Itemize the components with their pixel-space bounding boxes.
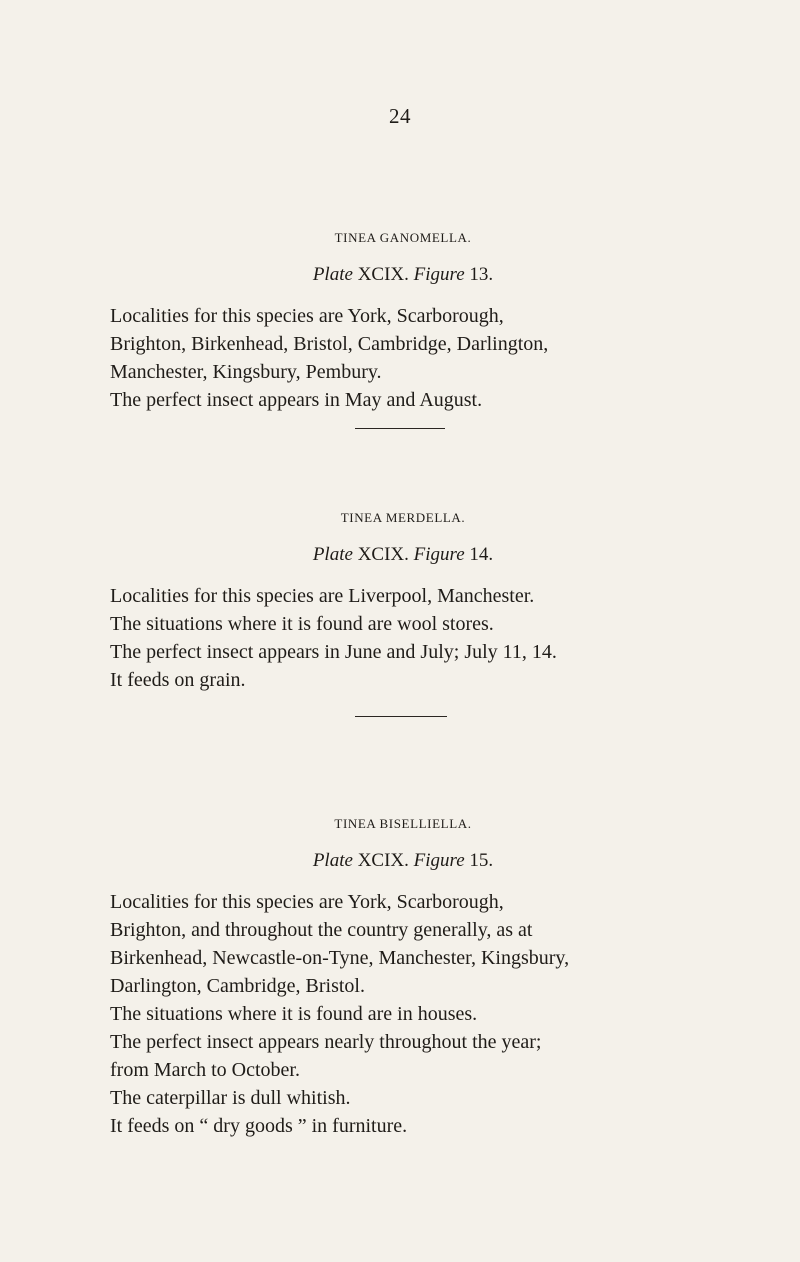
plate-label: Plate bbox=[312, 264, 353, 285]
text-line: The situations where it is found are wool stores. bbox=[110, 613, 494, 635]
figure-number: 13. bbox=[469, 264, 494, 285]
text-line: The caterpillar is dull whitish. bbox=[110, 1087, 351, 1109]
text-line: The situations where it is found are in houses. bbox=[110, 1003, 478, 1025]
text-line: from March to October. bbox=[110, 1059, 300, 1081]
species-title: TINEA BISELLIELLA. bbox=[334, 816, 472, 831]
text-line: It feeds on “ dry goods ” in furniture. bbox=[110, 1115, 408, 1137]
page-number: 24 bbox=[389, 104, 411, 128]
figure-label: Figure bbox=[413, 544, 465, 565]
figure-label: Figure bbox=[413, 264, 465, 285]
text-line: Localities for this species are York, Scarborough, bbox=[110, 305, 504, 327]
text-line: The perfect insect appears in May and August. bbox=[110, 389, 483, 411]
section-divider bbox=[355, 428, 445, 429]
figure-label: Figure bbox=[413, 850, 465, 871]
text-line: The perfect insect appears nearly throughout the year; bbox=[110, 1031, 542, 1053]
plate-number: XCIX. bbox=[357, 544, 409, 565]
plate-reference bbox=[110, 260, 696, 290]
text-line: It feeds on grain. bbox=[110, 669, 246, 691]
species-title: TINEA MERDELLA. bbox=[340, 510, 466, 525]
figure-number: 14. bbox=[469, 544, 494, 565]
figure-number: 15. bbox=[469, 850, 494, 871]
text-line: The perfect insect appears in June and July; July 11, 14. bbox=[110, 641, 557, 663]
text-line: Birkenhead, Newcastle-on-Tyne, Manchester, Kingsbury, bbox=[110, 947, 570, 969]
plate-number: XCIX. bbox=[357, 850, 409, 871]
plate-reference bbox=[110, 846, 696, 876]
text-line: Brighton, and throughout the country generally, as at bbox=[110, 919, 533, 941]
species-entry-ganomella bbox=[110, 226, 696, 414]
plate-label: Plate bbox=[312, 544, 353, 565]
text-line: Localities for this species are York, Scarborough, bbox=[110, 891, 504, 913]
species-entry-merdella bbox=[110, 506, 696, 694]
plate-label: Plate bbox=[312, 850, 353, 871]
text-line: Darlington, Cambridge, Bristol. bbox=[110, 975, 365, 997]
text-line: Brighton, Birkenhead, Bristol, Cambridge, Darlington, bbox=[110, 333, 549, 355]
section-divider bbox=[355, 716, 447, 717]
species-title: TINEA GANOMELLA. bbox=[334, 230, 472, 245]
plate-reference bbox=[110, 540, 696, 570]
text-line: Localities for this species are Liverpool, Manchester. bbox=[110, 585, 535, 607]
species-entry-biselliella bbox=[110, 812, 696, 1140]
text-line: Manchester, Kingsbury, Pembury. bbox=[110, 361, 382, 383]
plate-number: XCIX. bbox=[357, 264, 409, 285]
